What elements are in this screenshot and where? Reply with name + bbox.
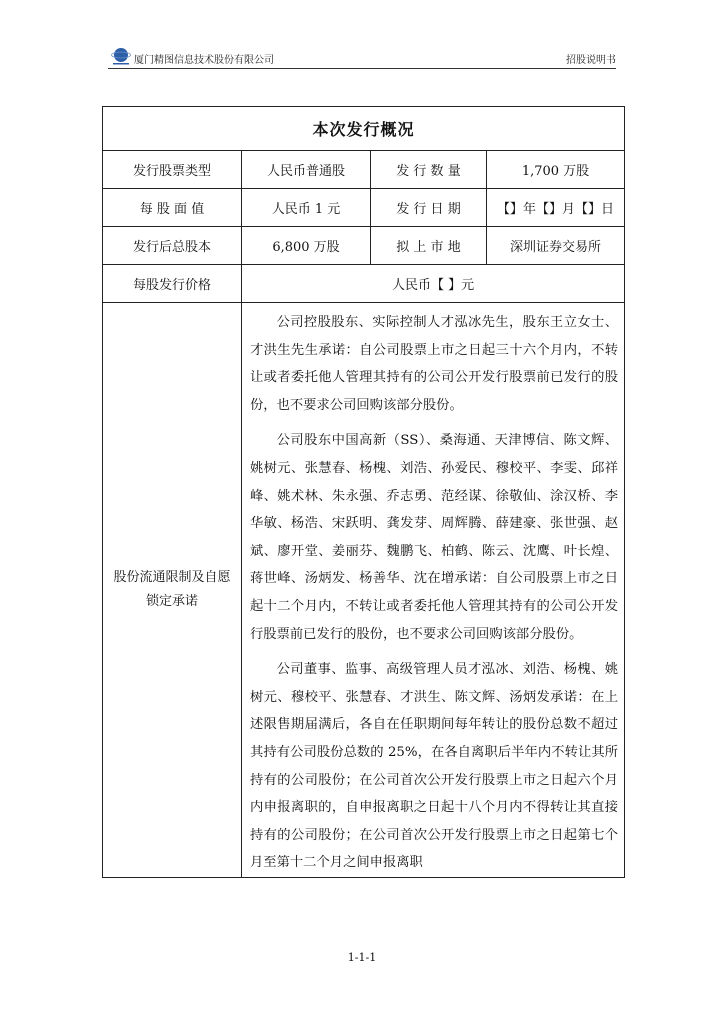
- issue-type-value: 人民币普通股: [242, 151, 371, 189]
- par-value-label: 每 股 面 值: [103, 189, 242, 227]
- page-number: 1-1-1: [347, 951, 377, 964]
- issue-type-label: 发行股票类型: [103, 151, 242, 189]
- table-row: [103, 303, 625, 878]
- total-shares-label: 发行后总股本: [103, 227, 242, 265]
- share-restriction-text: [242, 303, 625, 878]
- listing-venue-label: 拟 上 市 地: [371, 227, 487, 265]
- issue-date-value: 【】年【】月【】日: [487, 189, 625, 227]
- issue-price-label: 每股发行价格: [103, 265, 242, 303]
- page-header: [108, 44, 616, 69]
- issue-quantity-label: 发 行 数 量: [371, 151, 487, 189]
- table-row: [103, 265, 625, 303]
- share-restriction-label: 股份流通限制及自愿锁定承诺: [103, 303, 242, 878]
- company-logo-icon: [111, 46, 131, 66]
- issue-price-value: 人民币【 】元: [242, 265, 625, 303]
- total-shares-value: 6,800 万股: [242, 227, 371, 265]
- par-value-value: 人民币 1 元: [242, 189, 371, 227]
- issue-quantity-value: 1,700 万股: [487, 151, 625, 189]
- company-name: 厦门精图信息技术股份有限公司: [134, 55, 274, 66]
- offering-overview-table: [102, 106, 625, 878]
- restriction-paragraph: 公司股东中国高新（SS）、桑海通、天津博信、陈文辉、姚树元、张慧春、杨槐、刘浩、孙爱民、穆校平、李雯、邱祥峰、姚术林、朱永强、乔志勇、范经谋、徐敬仙、涂汉桥、李华敏、杨浩、宋跃明、龚发芽、周辉腾、薛建豪、张世强、赵斌、廖开堂、姜丽芬、魏鹏飞、柏鹤、陈云、沈鹰、叶长煌、蒋世峰、汤炳发、杨善华、沈在增承诺：自公司股票上市之日起十二个月内，不转让或者委托他人管理其持有的公司公开发行股票前已发行的股份，也不要求公司回购该部分股份。: [250, 433, 619, 642]
- restriction-paragraph: 公司董事、监事、高级管理人员才泓冰、刘浩、杨槐、姚树元、穆校平、张慧春、才洪生、陈文辉、汤炳发承诺：在上述限售期届满后，各自在任职期间每年转让的股份总数不超过其持有公司股份总数的 25%，在各自离职后半年内不转让其所持有的公司股份；在公司首次公开发行股票上市之日起六个月内申报离职的，自申报离职之日起十八个月内不得转让其直接持有的公司股份；在公司首次公开发行股票上市之日起第七个月至第十二个月之间申报离职: [250, 662, 619, 871]
- table-row: [103, 151, 625, 189]
- table-row: [103, 189, 625, 227]
- table-title: 本次发行概况: [103, 107, 625, 151]
- restriction-paragraph: 公司控股股东、实际控制人才泓冰先生，股东王立女士、才洪生先生承诺：自公司股票上市之日起三十六个月内，不转让或者委托他人管理其持有的公司公开发行股票前已发行的股份，也不要求公司回购该部分股份。: [250, 315, 619, 413]
- issue-date-label: 发 行 日 期: [371, 189, 487, 227]
- table-row: [103, 227, 625, 265]
- document-type: 招股说明书: [566, 55, 616, 66]
- listing-venue-value: 深圳证券交易所: [487, 227, 625, 265]
